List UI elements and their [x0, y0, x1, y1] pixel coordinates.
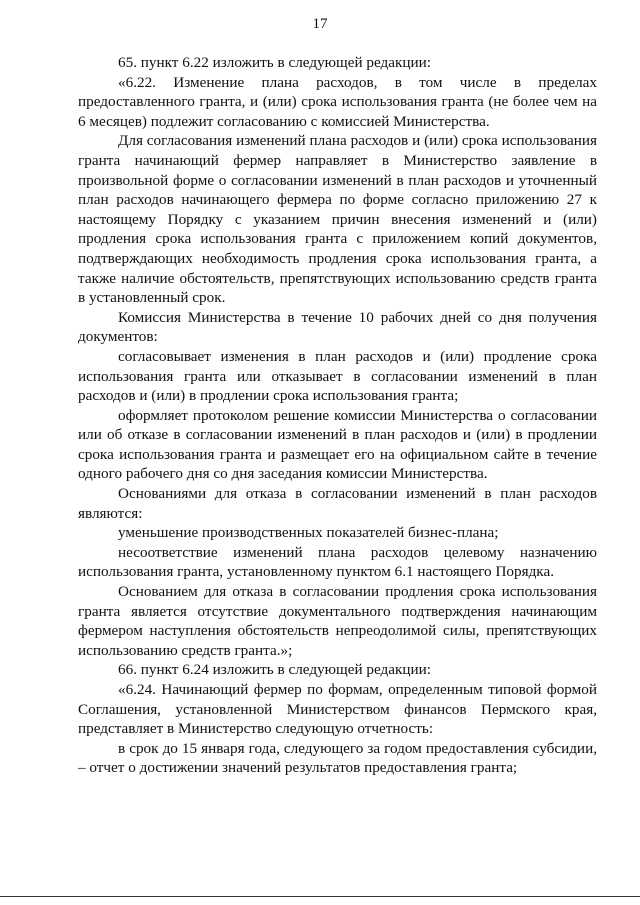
paragraph: Основанием для отказа в согласовании продления срока использования гранта является отсутствие документального подтверждения начинающим фермером наступления обстоятельств непреодолимой силы, препятствующих использованию средств гранта.»; — [78, 583, 597, 659]
paragraph-item-66: 66. пункт 6.24 изложить в следующей редакции: — [118, 661, 431, 679]
paragraph: Для согласования изменений плана расходов и (или) срока использования гранта начинающий фермер направляет в Министерство заявление в произвольной форме о согласовании изменений в план расходов и уточненный план расходов начинающего фермера по форме согласно приложению 27 к настоящему Порядку с указанием причин внесения изменений и (или) продления срока использования гранта с приложением копий документов, подтверждающих необходимость продления срока использования гранта, а также наличие обстоятельств, препятствующих использованию средств гранта в установленный срок. — [78, 132, 597, 307]
paragraph: Основаниями для отказа в согласовании изменений в план расходов являются: — [78, 485, 597, 522]
paragraph: Комиссия Министерства в течение 10 рабочих дней со дня получения документов: — [78, 308, 597, 346]
paragraph-6-24: «6.24. Начинающий фермер по формам, определенным типовой формой Соглашения, установленной Министерством финансов Пермского края, представляет в Министерство следующую отчетность: — [78, 681, 597, 738]
page-number: 17 — [312, 16, 328, 32]
paragraph: согласовывает изменения в план расходов и (или) продление срока использования гранта или отказывает в согласовании изменений в план расходов и (или) в продлении срока использования гранта; — [78, 347, 597, 405]
document-body — [78, 53, 597, 778]
bottom-divider — [0, 896, 640, 897]
paragraph-item-65: 65. пункт 6.22 изложить в следующей редакции: — [118, 54, 431, 71]
paragraph: в срок до 15 января года, следующего за годом предоставления субсидии, – отчет о достижении значений результатов предоставления гранта; — [78, 739, 597, 777]
paragraph: несоответствие изменений плана расходов целевому назначению использования гранта, установленному пунктом 6.1 настоящего Порядка. — [78, 543, 597, 581]
paragraph: уменьшение производственных показателей бизнес-плана; — [118, 524, 499, 542]
paragraph-6-22: «6.22. Изменение плана расходов, в том числе в пределах предоставленного гранта, и (или) срока использования гранта (не более чем на 6 месяцев) подлежит согласованию с комиссией Министерства. — [78, 73, 597, 130]
paragraph: оформляет протоколом решение комиссии Министерства о согласовании или об отказе в согласовании изменений в план расходов и (или) в продлении срока использования гранта и размещает его на официальном сайте в течение одного рабочего дня со дня заседания комиссии Министерства. — [78, 406, 597, 483]
